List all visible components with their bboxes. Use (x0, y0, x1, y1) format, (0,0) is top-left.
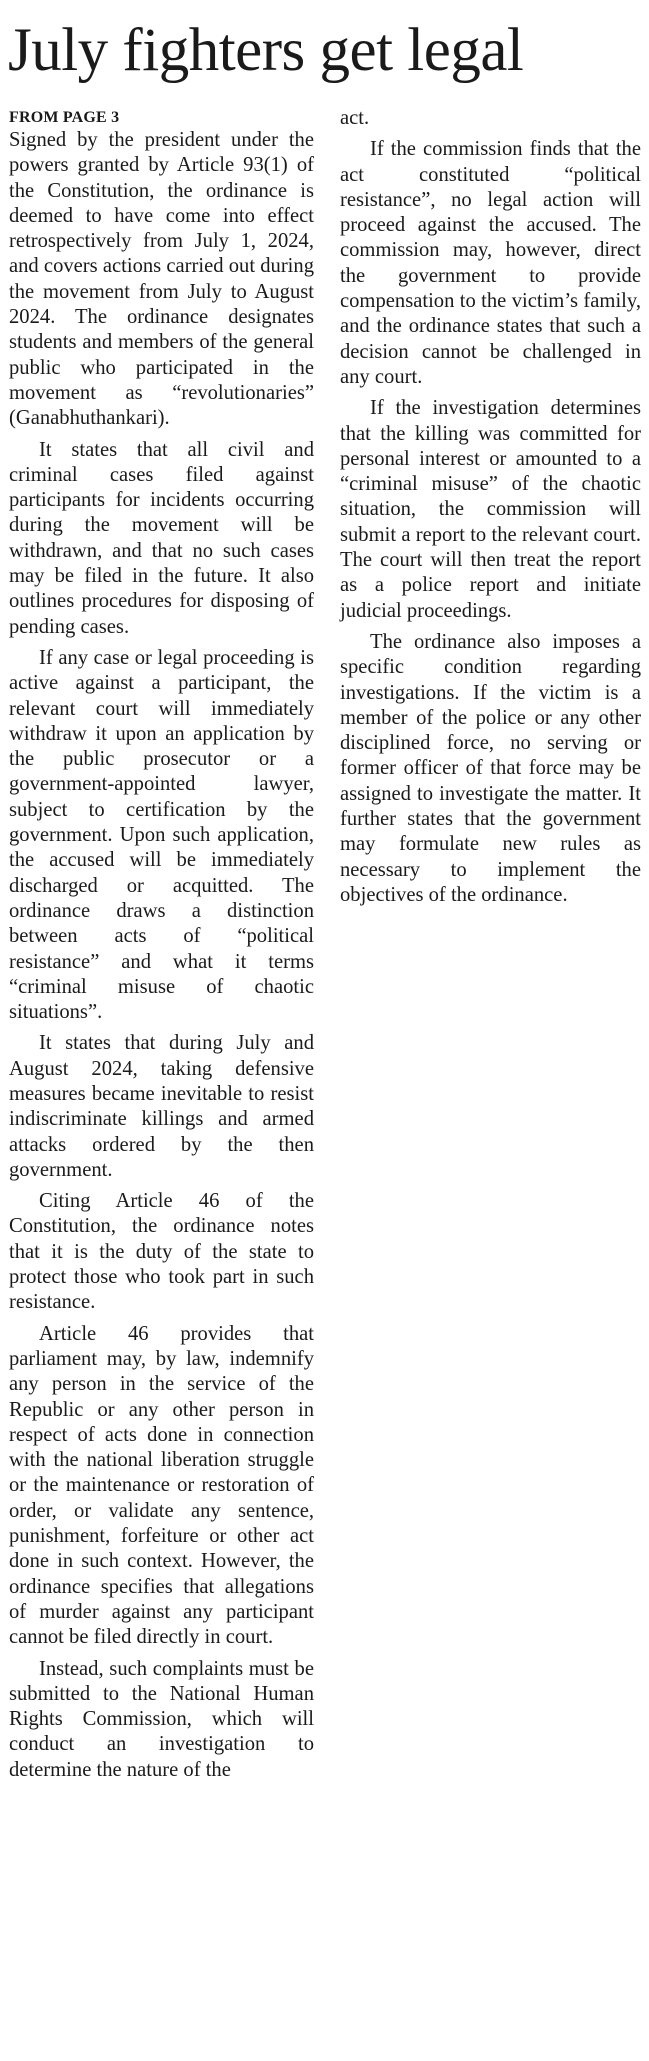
paragraph: Article 46 provides that parliament may, by law, indemnify any person in the service of the Republic or any other person in respect of acts done in connection with the national liberation struggle or the maintenance or restoration of order, or validate any sentence, punishment, forfeiture or other act done in such context. However, the ordinance specifies that allegations of murder against any participant cannot be filed directly in court. (9, 1322, 314, 1649)
paragraph: act. (340, 107, 370, 129)
article-column-left (9, 108, 314, 1783)
continuation-kicker: FROM PAGE 3 (9, 109, 120, 126)
paragraph: Instead, such complaints must be submitted to the National Human Rights Commission, which will conduct an investigation to determine the nature of the (9, 1657, 314, 1781)
paragraph: If any case or legal proceeding is active against a participant, the relevant court will immediately withdraw it upon an application by the public prosecutor or a government-appointed lawyer, subject to certification by the government. Upon such application, the accused will be immediately discharged or acquitted. The ordinance draws a distinction between acts of “political resistance” and what it terms “criminal misuse of chaotic situations”. (9, 646, 314, 1024)
paragraph: The ordinance also imposes a specific condition regarding investigations. If the victim is a member of the police or any other disciplined force, no serving or former officer of that force may be assigned to investigate the matter. It further states that the government may formulate new rules as necessary to implement the objectives of the ordinance. (340, 630, 641, 906)
paragraph: Citing Article 46 of the Constitution, the ordinance notes that it is the duty of the state to protect those who took part in such resistance. (9, 1190, 314, 1314)
paragraph: Signed by the president under the powers granted by Article 93(1) of the Constitution, the ordinance is deemed to have come into effect retrospectively from July 1, 2024, and covers actions carried out during the movement from July to August 2024. The ordinance designates students and members of the general public who participated in the movement as “revolutionaries” (Ganabhuthankari). (9, 129, 314, 430)
headline: July fighters get legal (8, 17, 524, 84)
article-column-right (340, 106, 641, 908)
paragraph: It states that all civil and criminal cases filed against participants for incidents occurring during the movement will be withdrawn, and that no such cases may be filed in the future. It also outlines procedures for disposing of pending cases. (9, 438, 314, 638)
paragraph: If the commission finds that the act constituted “political resistance”, no legal action will proceed against the accused. The commission may, however, direct the government to provide compensation to the victim’s family, and the ordinance states that such a decision cannot be challenged in any court. (340, 138, 641, 388)
paragraph: If the investigation determines that the killing was committed for personal interest or amounted to a “criminal misuse” of the chaotic situation, the commission will submit a report to the relevant court. The court will then treat the report as a police report and initiate judicial proceedings. (340, 397, 641, 622)
paragraph: It states that during July and August 2024, taking defensive measures became inevitable to resist indiscriminate killings and armed attacks ordered by the then government. (9, 1032, 314, 1181)
